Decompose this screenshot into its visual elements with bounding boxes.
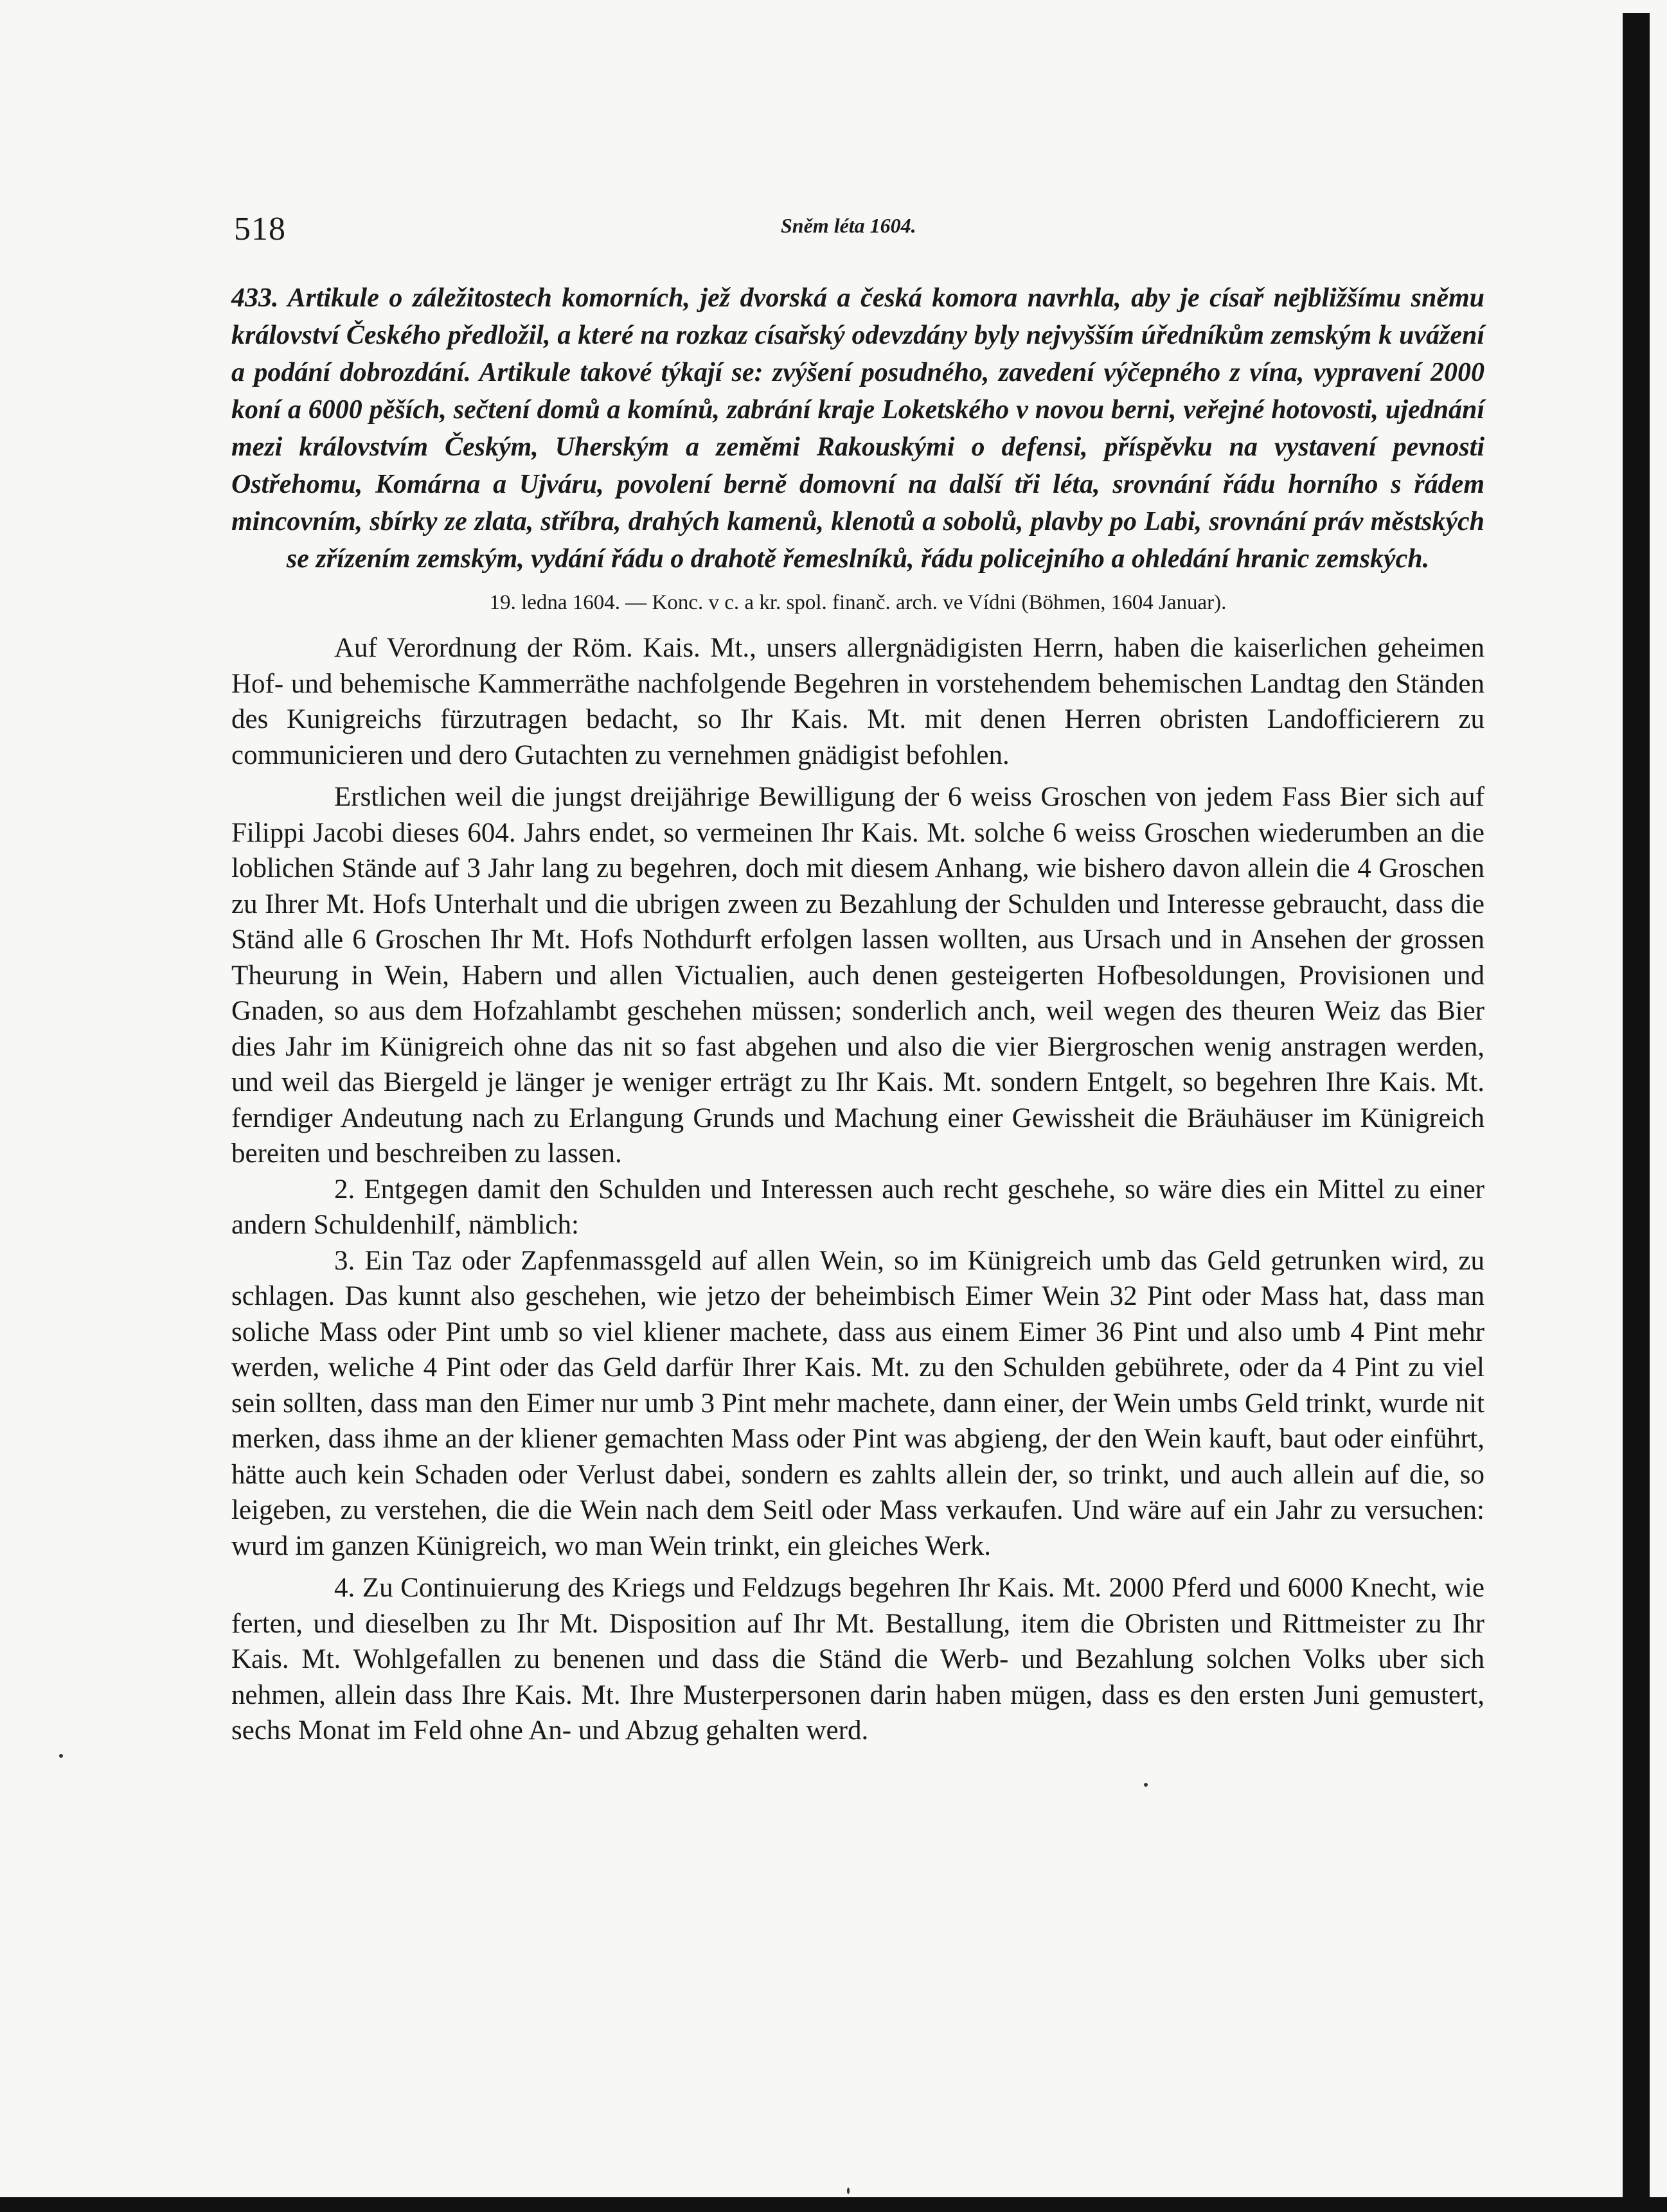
document-number: 433.: [231, 283, 279, 313]
paragraph-3: 2. Entgegen damit den Schulden und Interessen auch recht geschehe, so wäre dies ein Mittel zu einer andern Schuldenhilf, nämblich:: [231, 1174, 1484, 1240]
page-header: [231, 202, 1484, 254]
page-number: 518: [234, 211, 286, 247]
scan-speck: [1144, 1783, 1148, 1787]
paragraph-2: Erstlichen weil die jungst dreijährige Bewilligung der 6 weiss Groschen von jedem Fass Bier sich auf Filippi Jacobi dieses 604. Jahrs endet, so vermeinen Ihr Kais. Mt. solche 6 weiss Groschen wiederumben an die loblichen Stände auf 3 Jahr lang zu begehren, doch mit diesem Anhang, wie bishero davon allein die 4 Groschen zu Ihrer Mt. Hofs Unterhalt und die ubrigen zween zu Bezahlung der Schulden und Interesse gebraucht, dass die Ständ alle 6 Groschen Ihr Mt. Hofs Nothdurft erfolgen lassen wollten, aus Ursach und in Ansehen der grossen Theurung in Wein, Habern und allen Victualien, auch denen gesteigerten Hofbesoldungen, Provisionen und Gnaden, so aus dem Hofzahlambt geschehen müssen; sonderlich anch, weil wegen des theuren Weiz das Bier dies Jahr im Künigreich ohne das nit so fast abgehen und also die vier Biergroschen wenig anstragen werden, und weil das Biergeld je länger je weniger erträgt zu Ihr Kais. Mt. sondern Entgelt, so begehren Ihre Kais. Mt. ferndiger Andeutung nach zu Erlangung Grunds und Machung einer Gewissheit die Bräuhäuser im Künigreich bereiten und beschreiben zu lassen.: [231, 782, 1484, 1169]
document-abstract: [231, 279, 1484, 578]
paragraph-4: 3. Ein Taz oder Zapfenmassgeld auf allen Wein, so im Künigreich umb das Geld getrunken wird, zu schlagen. Das kunnt also geschehen, wie jetzo der beheimbisch Eimer Wein 32 Pint oder Mass hat, dass man soliche Mass oder Pint umb so viel kliener machete, dass aus einem Eimer 36 Pint und also umb 4 Pint mehr werden, weliche 4 Pint oder das Geld darfür Ihrer Kais. Mt. zu den Schulden gebührete, oder da 4 Pint zu viel sein sollten, dass man den Eimer nur umb 3 Pint mehr machete, dann einer, der Wein umbs Geld trinkt, wurde nit merken, dass ihme an der kliener gemachten Mass oder Pint was abgieng, der den Wein kauft, baut oder einführt, hätte auch kein Schaden oder Verlust dabei, sondern es zahlts allein der, so trinkt, und auch allein auf die, so leigeben, zu verstehen, die die Wein nach dem Seitl oder Mass verkaufen. Und wäre auf ein Jahr zu versuchen: wurd im ganzen Künigreich, wo man Wein trinkt, ein gleiches Werk.: [231, 1245, 1484, 1561]
scan-speck: [847, 2188, 850, 2194]
running-head: Sněm léta 1604.: [781, 214, 916, 237]
abstract-text: Artikule o záležitostech komorních, jež dvorská a česká komora navrhla, aby je císař nejbližšímu sněmu království Českého předložil, a které na rozkaz císařský odevzdány byly nejvyšším úředníkům zemským k uvážení a podání dobrozdání. Artikule takové týkají se: zvýšení posudného, zavedení výčepného z vína, vypravení 2000 koní a 6000 pěších, sečtení domů a komínů, zabrání kraje Loketského v novou berni, veřejné hotovosti, ujednání mezi královstvím Českým, Uherským a zeměmi Rakouskými o defensi, příspěvku na vystavení pevnosti Ostřehomu, Komárna a Ujváru, povolení berně domovní na další tři léta, srovnání řádu horního s řádem mincovním, sbírky ze zlata, stříbra, drahých kamenů, klenotů a sobolů, plavby po Labi, srovnání práv městských se zřízením zemským, vydání řádu o drahotě řemeslníků, řádu policejního a ohledání hranic zemských.: [231, 283, 1484, 574]
text-block: [231, 202, 1484, 1749]
scan-border-bottom: [0, 2197, 1667, 2212]
body-text: [231, 630, 1484, 1749]
scan-speck: [59, 1754, 63, 1758]
scan-border-right: [1623, 13, 1650, 2197]
paragraph-1: Auf Verordnung der Röm. Kais. Mt., unsers allergnädigisten Herrn, haben die kaiserlichen geheimen Hof- und behemische Kammerräthe nachfolgende Begehren in vorstehendem behemischen Landtag den Ständen des Kunigreichs fürzutragen bedacht, so Ihr Kais. Mt. mit denen Herren obristen Landofficierern zu communicieren und dero Gutachten zu vernehmen gnädigist befohlen.: [231, 633, 1484, 770]
paragraph-5: 4. Zu Continuierung des Kriegs und Feldzugs begehren Ihr Kais. Mt. 2000 Pferd und 6000 Knecht, wie ferten, und dieselben zu Ihr Mt. Disposition auf Ihr Mt. Bestallung, item die Obristen und Rittmeister zu Ihr Kais. Mt. Wohlgefallen zu benenen und dass die Ständ die Werb- und Bezahlung solchen Volks uber sich nehmen, allein dass Ihre Kais. Mt. Ihre Musterpersonen darin haben mügen, dass es den ersten Juni gemustert, sechs Monat im Feld ohne An- und Abzug gehalten werd.: [231, 1573, 1484, 1746]
source-citation: 19. ledna 1604. — Konc. v c. a kr. spol. finanč. arch. ve Vídni (Böhmen, 1604 Januar).: [489, 591, 1227, 614]
